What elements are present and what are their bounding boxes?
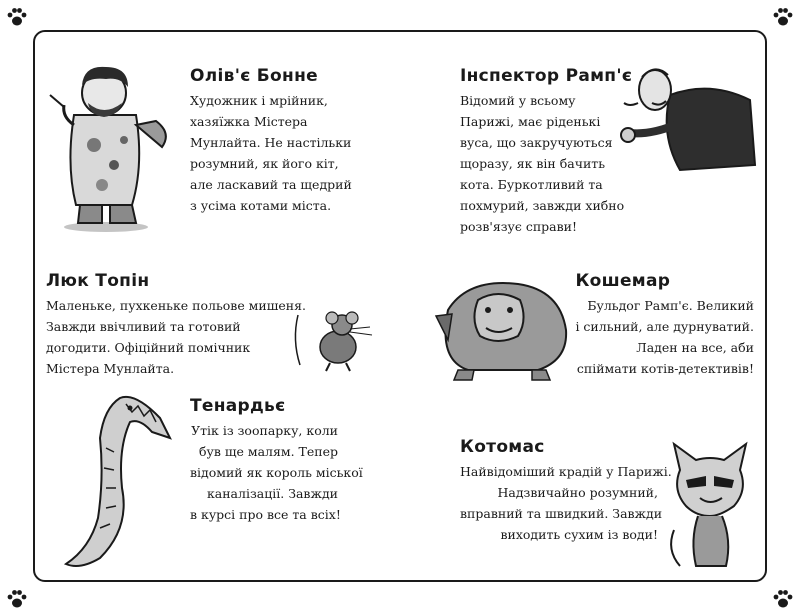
description-line: Ладен на все, аби	[636, 340, 754, 355]
character-name: Люк Топін	[46, 271, 150, 291]
description-line: Містера Мунлайта.	[46, 361, 175, 376]
character-description	[460, 90, 632, 237]
description-line: Мунлайта. Не настільки	[190, 135, 352, 150]
description-line: відомий як король міської	[190, 465, 363, 480]
character-thenardier	[190, 396, 363, 525]
description-line: з усіма котами міста.	[190, 198, 332, 213]
character-name: Інспектор Рамп'є	[460, 66, 633, 86]
character-description	[575, 295, 754, 379]
description-line: був ще малям. Тепер	[198, 444, 338, 459]
description-line: Маленьке, пухкеньке польове мишеня.	[46, 298, 306, 313]
character-description	[46, 295, 306, 379]
description-line: Надзвичайно розумний,	[497, 485, 658, 500]
description-line: Парижі, має ріденькі	[460, 114, 601, 129]
description-line: виходить сухим із води!	[500, 527, 658, 542]
description-line: розв'язує справи!	[460, 219, 578, 234]
description-line: Бульдог Рамп'є. Великий	[587, 298, 754, 313]
paw-print-icon	[6, 6, 28, 28]
description-line: похмурий, завжди хибно	[460, 198, 625, 213]
description-line: Художник і мрійник,	[190, 93, 328, 108]
character-inspector-rampe	[460, 66, 632, 237]
description-line: хазяїжка Містера	[190, 114, 308, 129]
cat-illustration	[660, 440, 760, 570]
character-name: Олів'є Бонне	[190, 66, 318, 86]
character-description	[190, 90, 352, 216]
description-line: кота. Буркотливий та	[460, 177, 603, 192]
description-line: догодити. Офіційний помічник	[46, 340, 251, 355]
character-name: Кошемар	[575, 271, 671, 291]
crocodile-illustration	[60, 388, 175, 573]
description-line: Відомий у всьому	[460, 93, 576, 108]
character-description	[460, 461, 672, 545]
character-name: Тенардьє	[190, 396, 286, 416]
description-line: вуса, що закручуються	[460, 135, 613, 150]
description-line: розумний, як його кіт,	[190, 156, 339, 171]
character-name: Котомас	[460, 437, 545, 457]
paw-print-icon	[6, 588, 28, 610]
description-line: в курсі про все та всіх!	[190, 507, 341, 522]
bulldog-illustration	[428, 270, 576, 382]
character-olivier-bonnet	[190, 66, 352, 216]
paw-print-icon	[772, 6, 794, 28]
description-line: щоразу, як він бачить	[460, 156, 606, 171]
description-line: Найвідоміший крадій у Парижі.	[460, 464, 672, 479]
description-line: Завжди ввічливий та готовий	[46, 319, 241, 334]
description-line: вправний та швидкий. Завжди	[460, 506, 663, 521]
description-line: і сильний, але дурнуватий.	[575, 319, 754, 334]
character-luc-topin	[46, 271, 306, 379]
description-line: Утік із зоопарку, коли	[191, 423, 338, 438]
character-description	[190, 420, 363, 525]
character-catomas	[460, 437, 672, 545]
painter-illustration	[44, 55, 179, 235]
description-line: каналізації. Завжди	[206, 486, 338, 501]
description-line: спіймати котів-детективів!	[576, 361, 754, 376]
description-line: але ласкавий та щедрий	[190, 177, 352, 192]
paw-print-icon	[772, 588, 794, 610]
character-cauchemar	[575, 271, 754, 379]
